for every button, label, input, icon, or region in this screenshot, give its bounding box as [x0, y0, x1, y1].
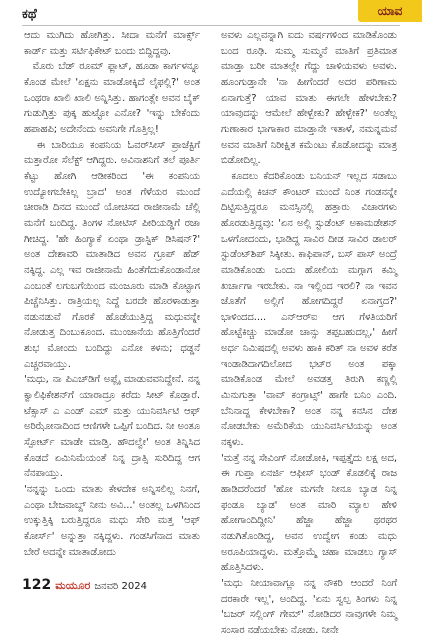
header-divider — [22, 25, 400, 26]
page-footer — [22, 577, 147, 591]
header-tab: ಯಾವ — [358, 0, 422, 22]
text-column-right — [221, 28, 397, 636]
magazine-name: ಮಯೂರ — [55, 579, 91, 592]
issue-date: ಜನವರಿ 2024 — [94, 581, 147, 592]
right-column-text: ಅವಳು ಎಲ್ಲವನ್ನಾಗಿ ಐದು ವರ್ಷಗಳಿಂದ ಮಾಡಿಕೊಂಡು ಬಂದ ರೂಢಿ. ಸುಮ್ಮ ಸುಮ್ಮನೆ ಮಾತಿಗೆ ಪ್ರತಿಮಾತ ಮಾಡ್ತಾ ಬರೀ ಮಾತಲ್ಲೇ ಗೆದ್ದು ಚಾಳಿಯವಳು ಅವಳು. ಹೂಂಗುಡ್ತಾನೇ 'ನಾ ಹೀಗೆಂದರೆ ಅದರ ಪರಿಣಾಮ ಏನಾಗುತ್ತೆ? ಯಾವ ಮಾತು ಈಗಲೇ ಹೇಳಬೇಕು? ಯಾವುದನ್ನು ಆಮೇಲೆ ಹೇಳ್ಬೇಕು? ಹೇಳ್ಬೇಕ?' ಅಂತೆಲ್ಲ ಗುಣಾಕಾರ ಭಾಗಾಕಾರ ಮಾಡ್ತಾನೇ ಇತಾಳೆ, ನಮನ್ನಮವೆ ಅವನ ಮಾತಿಗೆ ನಿರೀಕ್ಷಿತ ಕಮೆಂಟು ಕೊಡೋದನ್ನು ಮಾತ್ರ ಬಿಡೋದಿಲ್ಲ. ಕೂದಲು ಕೆದರಿಕೊಂಡು ಬನಿಯನ್ ಇಲ್ಲದ ಸಡಾಬು ಎದೆಯಲ್ಲಿ ಕಿಚನ್ ಕೌಂಟರ್ ಮುಂದೆ ನಿಂತ ಗಂಡನನ್ನೇ ದಿಟ್ಟಿಸುತ್ತಿದ್ದರೂ ಮನಸ್ಸಿನಲ್ಲಿ ಹತ್ತಾರು ವಿಚಾರಗಳು ಹೊರಡುತ್ತಿದ್ದವು: 'ಏನ ಅಲ್ಲಿ ಸ್ಟುಡೆಂಟ್ ಅಕಾಮಡೇಶನ್ ಒಳಗೋದಂದು, ಭಾಡಿದ್ದ ಸಾವಿರ ದೀಡ ಸಾವಿರ ಡಾಲರ್ ಸ್ಟುಡೆಂಟ್‌ಶಿಪ್ ಸಿಕ್ಕೀತು. ಕಾಫಿಪಾನ್, ಬಸ್ ಪಾಸ್ ಅಂದ್ರೆ ಮಾಡಿಕೊಂಡು ಒಂದು ಹೋಲಿಯ ಮಗ್ಗಾಗ ಕಮ್ಮಿ ಖರ್ಚಾಗಾ ಇರಬೇಕು. ನಾ ಇಲ್ಲಿಂದ ಇರಲಿ? ನಾ ಇವನ ಜೊತೆಗೆ ಅಲ್ಲಿಗೆ ಹೋಗದಿದ್ದರೆ ಏನಾಗ್ತದ?' ಭಾಳಿಂದದ.... ಎನ್‌ಆರ್‌ಐ ಆಗ ಗೆಳತಿಯರಿಗೆ ಹೊಟ್ಟೆಕಿಚ್ಚು ಮಾಡೋ ಚಾನ್ಸು ತಪ್ಪಬಹುದಲ್ಲ,' ಹೀಗೆ ಅರ್ಧ ನಿಮಿಷದಲ್ಲಿ ಅವಳು ಹಾಕಿ ಕರಿತ್ ನಾ ಅವಳ ಕರೆತ ಇಂಡಾಡಿದಾಗದಿಲೋದ ಭಟ್‌ರ ಅಂತ ಪಕ್ಕಾ ಮಾಡಿಕೊಂಡ ಮೇಲೆ ಅವಡತ್ತ ತಿರುಗಿ ಕಣ್ಣಲ್ಲಿ ಮಿನುಗುತ್ತಾ 'ವಾವ್ ಕಂಗ್ರಾಟ್ಸ್' ಹಾಗೇ ಬನಿಂ ಎಂದಿ. ಬೆನಿನಾದ್ದ ಕೇಳಬೇಕಾ? ಅಂತ ನನ್ನ ಕನಸಿನ ದೇಶ ನೋಡಬೇಕು ಅಮೆರಿಕೆಯ ಯುನಿವರ್ಸಿಟಿಯನ್ನು ಅಂತ ನಕ್ಕಳು. 'ಮತ್ತೆ ನನ್ನ ಸೇವಿಂಗ್ ನೋಡೋಕಿ, ಇಪ್ಪತ್ತೈದು ಲಕ್ಷ ಅದ, ಈ ಗುಪ್ತಾ ಏನರ್ಜಿ ಆಫೀಸ್ ಭಂಡ್ ಕೊಡಲಿಕ್ಕೆ ರಾಜ ಹಾಡಿದರೆಂದರೆ 'ಹೋ ಮಗನೇ ನೀನೂ ಬ್ಯಾಡ ನಿನ್ನ ಫಂಡೂ ಬ್ಯಾಡ' ಅಂತ ಮಾರಿ ಮ್ಯಾಲ ಹೇಳಿ ಹೋಗಾಂದಿದ್ದೀನಿ' ಹೆಜ್ಜಾ ಹೆಜ್ಜಾ ಥರಥರ ನಡುಗಿತೊಂಡಿದ್ದ, ಅವನ ಉದ್ವೇಗ ಕಂಡು ಮಧು ಅರೂಪಿಯಾದ್ದಳು. ಮತ್ತೊಮ್ಮೆ ಚಹಾ ಮಾಡಲು ಗ್ಯಾಸ್ ಹೊತ್ತಿಸಿದಳು. 'ಮಧು ನೀಯಾವಾಗ್ಲೂ ನನ್ನ ನೌಕರಿ ಆಂದರೆ ನಿಂಗೆ ದರಕಾರೇ ಇಲ್ಲ', ಅಂದಿದ್ದ. 'ಏನು ಸ್ವಲ್ಪ ತಿಂಗಳು ನಿನ್ನ 'ಬಜರ್ ಸಲ್ಲಿಂಗ್ ಗೇಮ್‌' ನೋಡಿದರ ನಾವುಗಳೇ ನಿಮ್ಮ ಸಂಸಾರ ನಡೆಯಬೇಕು ನೋಡು. ನೀನೇ — [221, 30, 397, 636]
section-label: ಕಥೆ — [22, 7, 37, 22]
text-column-left — [24, 28, 200, 573]
page-number: 122 — [22, 577, 52, 593]
page-header — [0, 0, 422, 28]
left-column-text: ಆದು ಮುಗಿದು ಹೋಗಿತ್ತು. ಸೀದಾ ಮನೆಗೆ ಮಾರ್ಕ್ಸ್ ಕಾರ್ಡ್ ಮತ್ತು ಸರ್ಟಿಫಿಕೇಟ್ ಬಂದು ಬಿದ್ದಿದ್ದವು. ಮೊರು ಬೆಡ್ ರೂಮ್ ಫ್ಲಾಟ್, ಹೂಡಾ ಕಾರ್ಗಳನ್ನೂ ಕೊಂಡ ಮೇಲೆ 'ಏಕ್ಷನು ಮಾಡೋಕ್ಕಿದೆ ಲೈಫಲ್ಲಿ?' ಅಂತ ಒಂಥರಾ ಖಾಲಿ ಖಾಲಿ ಅನ್ನಿಸಿತ್ತು. ಹಾಗಂತ್ಲೇ ಅವನ ಬೈಕ್ ಗುಡುಗ್ತಿತ್ತು ಪುಕ್ಕ ಹುಟ್ಟೋ ಎನೋ? 'ಇನ್ನು ಬೇಕೆಂದು ಹಪಾಹಪಿ; ಅದೇನೆಂದು ಅವನಿಗೇ ಗೊತ್ತಿಲ್ಲ! ಈ ಬಾರಿಯೂ ಕಂಪನಿಯ ಓವರ್‌ಸೀಸ್ ಪ್ರಾಜೆಕ್ಟಿಗೆ ಮತ್ತಾರೋ ಸೆಲೆಕ್ಟ್ ಆಗಿದ್ದರು. ಅವಿನಾಶನಿಗೆ ತಲೆ ಪೂರ್ತಿ ಕೆಟ್ಟು ಹೋಗಿ ಆಡೀಕರಿಂದ 'ಈ ಕಂಪನಿಯ ಉದ್ಯೋಗಬೇಕಿಲ್ಲ ಬ್ರಾದ' ಅಂತ ಗೆಳೆಯರ ಮುಂದೆ ಚೀರಾಡಿ ದಿನದ ಮುಂದೆ ಯೋಚಿಸದ ರಾಜೀನಾಮೆ ಚೆಲ್ಲಿ ಮನೆಗೆ ಬಂದಿದ್ದ. ತಿಂಗಳ ನೋಟಿಸ್ ಪೀರಿಯಡ್ಡಿಗೆ ರಜಾ ಗೀಚಿದ್ದ. 'ಹೇ ಹಿಂಗ್ಯಾಕೆ ಏಂಥಾ ಡ್ರಾಸ್ಟಿಕ್ ಡಿಸಿಷನ್?' ಅಂತ ದೇಶಾವರಿ ಮಾತಾಡಿದ ಅವನ ಗ್ರೂಪ್ ಹೆಡ್ ನಕ್ಕಿದ್ದ. ಎಲ್ಲ ಇವ ರಾಜೀನಾಮೆ ಹಿಂತೆಗೆದುಕೊಂಡಾನೋ ಎಂಬಂತೆ ಲಗುಬಗೆಯಿಂದ ಮಂಜೂರು ಮಾಡಿ ಕೊಟ್ಟಾಗ ಪಿಚ್ಚೆನಿಸಿತ್ತು. ರಾತ್ರಿಯಲ್ಲ ನಿದ್ದೆ ಬರದೇ ಹೊರಳಾಡುತ್ತಾ ನಡುನಡುವೆ ಗೊರಕೆ ಹೊಡೆಯುತ್ತಿದ್ದ ಮಧುವನ್ನೇ ನೋಡುತ್ತ ದಿಂಬುಕೂಂದ. ಮುಂಜಾನೆಯ ಹೊತ್ತಿಗೆಂದರೆ ಶುಭ ಮೋಂದು ಬಂದಿದ್ದು ಎನೋ ಕಳನು; ಧಡ್ಡನೆ ಎಚ್ಚರವಾಯ್ತು. 'ಮಧು, ನಾ ಪಿಎಚ್‌ಡಿಗೆ ಅಪ್ಲೈ ಮಾಡುವವನಿದ್ದೇನೆ. ನನ್ನ ಕ್ವಾಲಿಫಿಕೇಶನ್‌ಗೆ ಯಾರಾದ್ರೂ ಕರೆದು ಸೀಟ್ ಕೊಡ್ತಾರೆ. ಟೆಕ್ಸಾಸ್ ಎ ಎಂಡ್ ಎಮ್ ಮತ್ತು ಯುನಿವರ್ಸಿಟಿ ಆಫ್ ಅರಿಝೋನಾದಿಂದ ಆಣಿಗಳೇ ಒಪ್ಪಿಗೆ ಬಂದಿದ. ನೀ ಅಂತೂ ಸ್ಪೋರ್ಟ್ ಮಾಡೇ ಮಾಡ್ತಿ. ಹೌದಲ್ವೇ' ಅಂತ ತಿನ್ನಿಸಿದ ಕೊಡದೆ ಏಮಿನಿಮೆಯಂತೆ ನಿನ್ನ ದ್ರಾತ್ಸಿ ಸುರಿದಿದ್ದ ಆಗ ನೆನಪಾಯ್ತು. 'ನನ್ನನ್ನು ಒಂದು ಮಾತು ಕೇಳದೇಕ ಅನ್ನಿಸಲಿಲ್ಲ ನಿನಗೆ, ಎಂಥಾ ಬೇಜವಾಬ್ದ್ ನೀನು ಅವಿ...' ಅಂತಲ್ಲ ಒಳಗಿನಿಂದ ಉಕ್ಕುತ್ತಿಕ್ಕಿ ಬರುತ್ತಿದ್ದರೂ ಮಧು ಸೇರಿ ಮತ್ತ 'ಆಫ್ ಕೋರ್ಸ್' ಅನ್ನುತ್ತಾ ನಕ್ಕಿದ್ದಳು. ಗಂಡಸಿಗೆನಾದ ಮಾತು ಬೇರೆ ಅದನ್ನೇ ಮಾತಾಡೋದು — [24, 30, 200, 558]
